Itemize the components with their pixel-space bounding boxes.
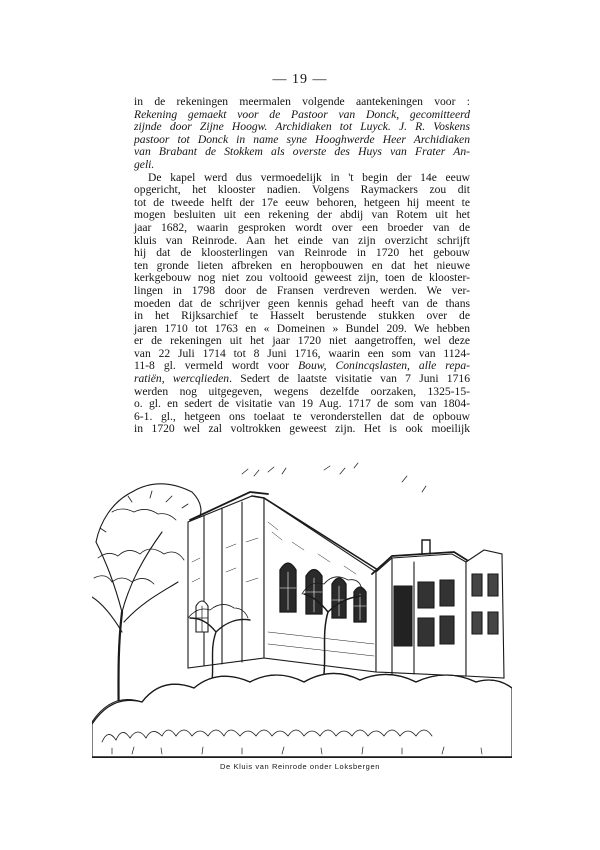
text-line: lingen in 1798 door de Fransen verdreven werden. We ver-	[134, 283, 470, 297]
text-line: in 1720 wel zal voltrokken geweest zijn. Het is ook moeilijk	[134, 422, 470, 436]
text-line	[134, 373, 470, 386]
sky-strokes	[242, 463, 426, 492]
text-line: ten gronde lieten afbreken en heropbouwen en dat het nieuwe	[134, 258, 470, 272]
text-line: er de rekeningen uit het jaar 1720 niet aangetroffen, wel deze	[134, 334, 470, 348]
text-line: De kapel werd dus vermoedelijk in 't begin der 14e eeuw	[148, 170, 470, 184]
text-line: tot de tweede helft der 17e eeuw behoren, hetgeen hij meent te	[134, 195, 470, 209]
text-run-italic: Bouw, Conincqslasten, alle repa-	[298, 359, 470, 373]
text-line: kerkgebouw nog niet zou voltooid geweest zijn, toen de klooster-	[134, 271, 470, 285]
body-text	[134, 96, 470, 436]
chapel-building	[188, 492, 378, 672]
text-run-italic: ratiën, wercqlieden	[134, 372, 230, 386]
house-building	[372, 540, 504, 678]
text-line: van 22 Juli 1714 tot 8 Juni 1716, waarin een som van 1124-	[134, 346, 470, 360]
text-line: Rekening gemaekt voor de Pastoor van Donck, gecomitteerd	[134, 107, 470, 121]
text-line: in het Rijksarchief te Hasselt berustende stukken over de	[134, 309, 470, 323]
text-run: 11-8 gl. vermeld wordt voor	[134, 359, 290, 373]
text-line: moeden dat de schrijver geen kennis gehad heeft van de thans	[134, 296, 470, 310]
text-line: van Brabant de Stokkem als overste des Huys van Frater An-	[134, 145, 470, 159]
building-illustration	[92, 462, 512, 758]
text-line: hij dat de kloosterlingen van Reinrode in 1720 het gebouw	[134, 246, 470, 260]
text-line: jaar 1682, waarin gesproken wordt over een broeder van de	[134, 220, 470, 234]
text-line: werden nog uitgegeven, wegens dezelfde oorzaken, 1325-15-	[134, 384, 470, 398]
text-line: 6-1. gl., hetgeen ons toelaat te veronderstellen dat de opbouw	[134, 409, 470, 423]
text-line: zijnde door Zijne Hoogw. Archidiaken tot Luyck. J. R. Voskens	[134, 120, 470, 134]
foreground-shrubs	[92, 673, 512, 758]
text-line: jaren 1710 tot 1763 en « Domeinen » Bundel 209. We hebben	[134, 321, 470, 335]
text-run: . Sedert de laatste visitatie van 7 Juni 1716	[229, 372, 470, 386]
text-line: pastoor tot Donck in name syne Hooghwerde Heer Archidiaken	[134, 132, 470, 146]
figure-caption: De Kluis van Reinrode onder Loksbergen	[220, 762, 380, 771]
text-line: in de rekeningen meermalen volgende aantekeningen voor :	[134, 95, 470, 108]
text-line: kluis van Reinrode. Aan het einde van zijn overzicht schrijft	[134, 233, 470, 247]
page-number: — 19 —	[272, 72, 328, 87]
text-line: geli.	[134, 157, 155, 171]
text-line: o. gl. en sedert de visitatie van 19 Aug. 1717 de som van 1804-	[134, 397, 470, 411]
text-line: mogen besluiten uit een rekening der abdij van Rotem uit het	[134, 208, 470, 222]
text-line: opgericht, het klooster nadien. Volgens Raymackers zou dit	[134, 183, 470, 197]
